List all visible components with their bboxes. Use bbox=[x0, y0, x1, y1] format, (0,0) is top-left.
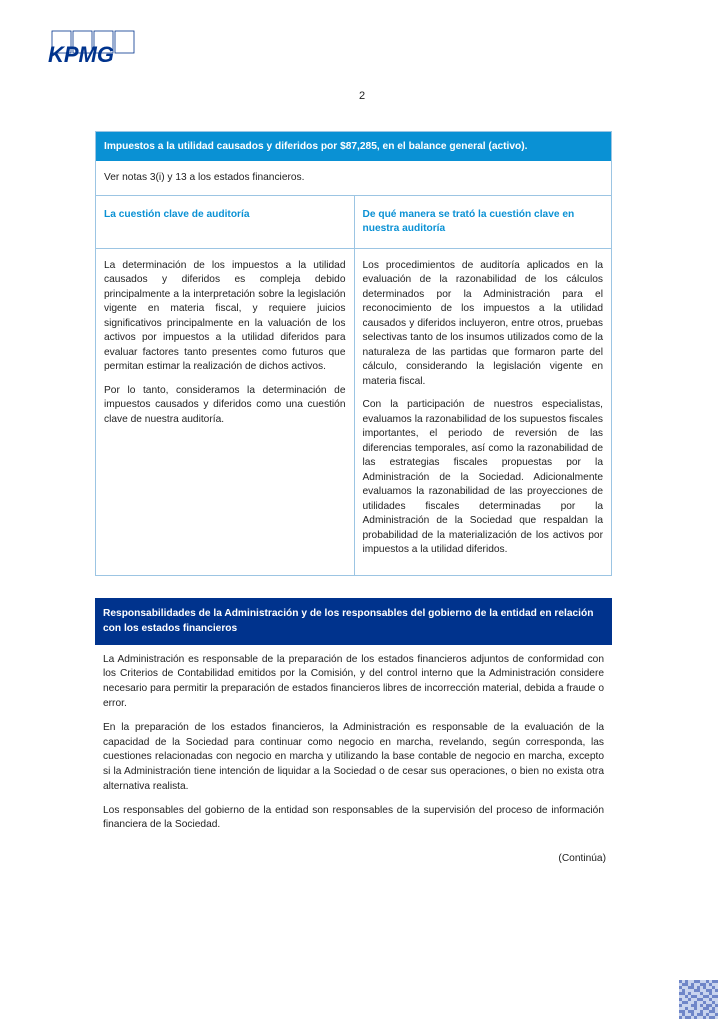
kam-right-column bbox=[354, 196, 612, 575]
responsibilities-section bbox=[95, 598, 612, 842]
logo-text: KPMG bbox=[48, 42, 114, 64]
responsibilities-paragraph: En la preparación de los estados financieros, la Administración es responsable de la evaluación de la capacidad de la Sociedad para continuar como negocio en marcha, revelando, según corresponda, las cuestiones relacionadas con negocio en marcha y utilizando la base contable de negocio en marcha, excepto si la Administración tiene intención de liquidar a la Sociedad o de cesar sus operaciones, o bien no exista otra alternativa realista. bbox=[103, 721, 604, 792]
kam-right-paragraph: Con la participación de nuestros especialistas, evaluamos la razonabilidad de los supuestos fiscales importantes, el periodo de reversión de las diferencias temporales, así como la razonabilidad de las estrategias fiscales propuestas por la Administración de la Sociedad. Adicionalmente evaluamos la razonabilidad de las proyecciones de utilidades fiscales determinadas por la Administración de la Sociedad que respaldan la probabilidad de la materialización de los activos por impuestos a la utilidad diferidos. bbox=[362, 399, 603, 556]
continues-label: (Continúa) bbox=[558, 853, 606, 864]
qr-code-icon bbox=[679, 980, 718, 1019]
key-audit-matter-box bbox=[95, 131, 612, 576]
kam-left-paragraph: Por lo tanto, consideramos la determinación de impuestos causados y diferidos como una cuestión clave de nuestra auditoría. bbox=[104, 384, 346, 425]
responsibilities-paragraph: Los responsables del gobierno de la entidad son responsables de la supervisión del proceso de información financiera de la Sociedad. bbox=[103, 804, 604, 831]
kam-left-column bbox=[96, 196, 354, 575]
kam-notes: Ver notas 3(i) y 13 a los estados financieros. bbox=[96, 161, 611, 196]
page-number: 2 bbox=[358, 90, 366, 102]
responsibilities-paragraph: La Administración es responsable de la preparación de los estados financieros adjuntos de conformidad con los Criterios de Contabilidad emitidos por la Comisión, y del control interno que la Administración considere necesario para permitir la preparación de estados financieros libres de incorrección material, debida a fraude o error. bbox=[103, 653, 604, 709]
kam-right-heading: De qué manera se trató la cuestión clave en nuestra auditoría bbox=[355, 196, 612, 249]
kam-left-paragraph: La determinación de los impuestos a la utilidad causados y diferidos es compleja debido principalmente a la interpretación sobre la legislación vigente en materia fiscal, y requiere juicios significativos principalmente en la valuación de los activos por impuestos a la utilidad diferidos para evaluar factores tanto presentes como futuros que permitan estimar la realización de dichos activos. bbox=[104, 260, 346, 373]
kam-title: Impuestos a la utilidad causados y diferidos por $87,285, en el balance general (activo). bbox=[96, 132, 611, 161]
kpmg-logo bbox=[48, 30, 138, 64]
responsibilities-title: Responsabilidades de la Administración y de los responsables del gobierno de la entidad en relación con los estados financieros bbox=[95, 598, 612, 645]
kam-right-paragraph: Los procedimientos de auditoría aplicados en la evaluación de la razonabilidad de los cálculos determinados por la Administración para el reconocimiento de los impuestos a la utilidad causados y diferidos incluyeron, entre otros, pruebas selectivas tanto de los insumos utilizados como de la naturaleza de las partidas que formaron parte del cálculo, considerando la legislación vigente en materia fiscal. bbox=[362, 260, 603, 387]
kam-left-heading: La cuestión clave de auditoría bbox=[96, 196, 354, 249]
kam-columns bbox=[96, 196, 611, 575]
